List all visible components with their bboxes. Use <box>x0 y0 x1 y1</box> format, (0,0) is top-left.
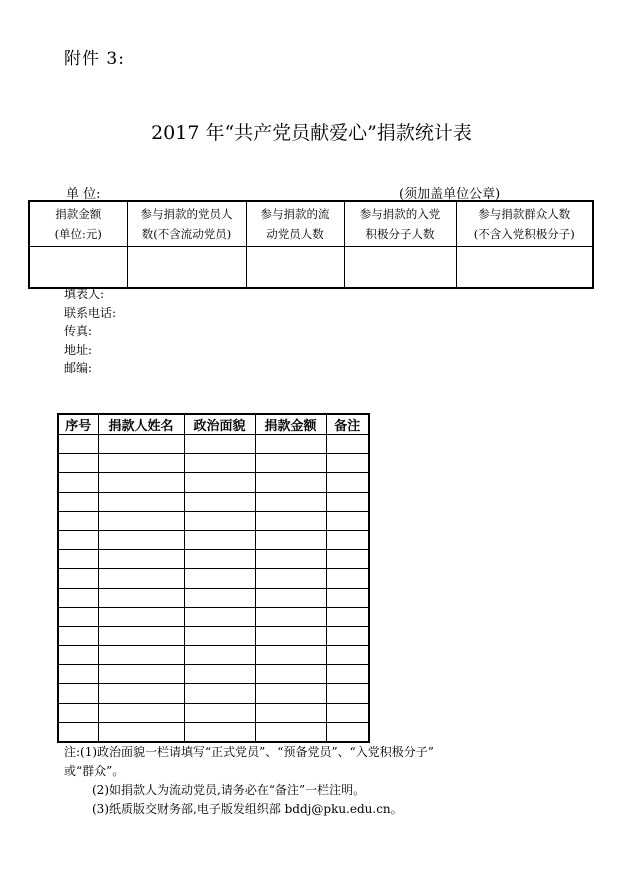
input-cell[interactable] <box>184 530 255 549</box>
input-cell[interactable] <box>98 550 184 569</box>
unit-seal-note: (须加盖单位公章) <box>399 187 501 202</box>
input-cell[interactable] <box>184 626 255 645</box>
table-row <box>58 454 369 473</box>
input-cell[interactable] <box>58 722 98 742</box>
page-title: 2017 年“共产党员献爱心”捐款统计表 <box>151 122 472 144</box>
input-cell[interactable] <box>58 435 98 454</box>
input-cell[interactable] <box>58 550 98 569</box>
input-cell[interactable] <box>456 247 593 289</box>
postcode-label: 邮编: <box>64 361 93 375</box>
input-cell[interactable] <box>246 247 344 289</box>
input-cell[interactable] <box>184 454 255 473</box>
donor-header-row <box>58 414 369 435</box>
input-cell[interactable] <box>255 492 326 511</box>
summary-table <box>28 200 594 289</box>
contact-fields <box>64 285 116 378</box>
input-cell[interactable] <box>98 435 184 454</box>
address-label: 地址: <box>64 342 93 357</box>
input-cell[interactable] <box>184 588 255 607</box>
input-cell[interactable] <box>58 703 98 722</box>
input-cell[interactable] <box>184 569 255 588</box>
input-cell[interactable] <box>255 607 326 626</box>
input-cell[interactable] <box>255 626 326 645</box>
table-row <box>58 435 369 454</box>
input-cell[interactable] <box>255 665 326 684</box>
table-row <box>58 665 369 684</box>
input-cell[interactable] <box>326 684 369 703</box>
unit-label: 单 位: <box>66 187 101 202</box>
input-cell[interactable] <box>255 435 326 454</box>
input-cell[interactable] <box>98 473 184 492</box>
input-cell[interactable] <box>326 492 369 511</box>
donor-table-body <box>58 435 369 743</box>
table-row <box>58 492 369 511</box>
input-cell[interactable] <box>326 511 369 530</box>
input-cell[interactable] <box>98 646 184 665</box>
input-cell[interactable] <box>326 588 369 607</box>
input-cell[interactable] <box>255 473 326 492</box>
input-cell[interactable] <box>58 607 98 626</box>
header-political-status: 政治面貌 <box>184 414 255 435</box>
table-row <box>58 703 369 722</box>
input-cell[interactable] <box>58 473 98 492</box>
table-row <box>58 684 369 703</box>
input-cell[interactable] <box>255 646 326 665</box>
notes <box>64 743 584 819</box>
attachment-label: 附件 3: <box>64 49 125 69</box>
input-cell[interactable] <box>326 607 369 626</box>
input-cell[interactable] <box>29 247 127 289</box>
note-2: (2)如捐款人为流动党员,请务必在“备注”一栏注明。 <box>92 783 366 797</box>
header-party-member-count: 参与捐款的党员人 数(不含流动党员) <box>127 201 246 247</box>
input-cell[interactable] <box>98 588 184 607</box>
input-cell[interactable] <box>255 550 326 569</box>
input-cell[interactable] <box>326 550 369 569</box>
input-cell[interactable] <box>255 569 326 588</box>
input-cell[interactable] <box>184 646 255 665</box>
input-cell[interactable] <box>98 703 184 722</box>
input-cell[interactable] <box>98 530 184 549</box>
header-amount: 捐款金额 <box>255 414 326 435</box>
input-cell[interactable] <box>184 665 255 684</box>
table-row <box>58 530 369 549</box>
input-cell[interactable] <box>184 684 255 703</box>
input-cell[interactable] <box>184 722 255 742</box>
input-cell[interactable] <box>326 626 369 645</box>
table-row <box>58 569 369 588</box>
header-donation-amount: 捐款金额 (单位:元) <box>29 201 127 247</box>
input-cell[interactable] <box>58 626 98 645</box>
input-cell[interactable] <box>184 473 255 492</box>
input-cell[interactable] <box>184 607 255 626</box>
note-1: 注:(1)政治面貌一栏请填写“正式党员”、“预备党员”、“入党积极分子” <box>64 745 434 759</box>
input-cell[interactable] <box>58 492 98 511</box>
input-cell[interactable] <box>58 646 98 665</box>
table-row <box>58 646 369 665</box>
input-cell[interactable] <box>184 550 255 569</box>
header-serial: 序号 <box>58 414 98 435</box>
input-cell[interactable] <box>58 665 98 684</box>
summary-input-row <box>29 247 593 289</box>
note-1-continued: 或“群众”。 <box>64 764 125 778</box>
input-cell[interactable] <box>255 703 326 722</box>
fax-label: 传真: <box>64 324 93 338</box>
input-cell[interactable] <box>184 511 255 530</box>
input-cell[interactable] <box>255 530 326 549</box>
input-cell[interactable] <box>98 665 184 684</box>
input-cell[interactable] <box>127 247 246 289</box>
table-row <box>58 511 369 530</box>
input-cell[interactable] <box>98 454 184 473</box>
phone-label: 联系电话: <box>64 305 117 320</box>
input-cell[interactable] <box>326 722 369 742</box>
input-cell[interactable] <box>255 684 326 703</box>
input-cell[interactable] <box>98 569 184 588</box>
input-cell[interactable] <box>255 722 326 742</box>
input-cell[interactable] <box>58 569 98 588</box>
input-cell[interactable] <box>326 473 369 492</box>
input-cell[interactable] <box>326 665 369 684</box>
form-filler-label: 填表人: <box>64 287 105 301</box>
table-row <box>58 722 369 742</box>
table-row <box>58 626 369 645</box>
table-row <box>58 588 369 607</box>
input-cell[interactable] <box>184 703 255 722</box>
input-cell[interactable] <box>326 646 369 665</box>
table-row <box>58 607 369 626</box>
note-3: (3)纸质版交财务部,电子版发组织部 bddj@pku.edu.cn。 <box>92 802 403 816</box>
input-cell[interactable] <box>98 492 184 511</box>
input-cell[interactable] <box>58 588 98 607</box>
header-public-count: 参与捐款群众人数 (不含入党积极分子) <box>456 201 593 247</box>
input-cell[interactable] <box>98 626 184 645</box>
input-cell[interactable] <box>98 511 184 530</box>
input-cell[interactable] <box>98 607 184 626</box>
summary-header-row <box>29 201 593 247</box>
input-cell[interactable] <box>326 569 369 588</box>
input-cell[interactable] <box>98 722 184 742</box>
header-remarks: 备注 <box>326 414 369 435</box>
table-row <box>58 550 369 569</box>
donor-table <box>57 413 370 743</box>
header-activist-count: 参与捐款的入党 积极分子人数 <box>344 201 456 247</box>
input-cell[interactable] <box>184 492 255 511</box>
input-cell[interactable] <box>255 511 326 530</box>
input-cell[interactable] <box>344 247 456 289</box>
input-cell[interactable] <box>326 454 369 473</box>
input-cell[interactable] <box>58 454 98 473</box>
input-cell[interactable] <box>58 684 98 703</box>
input-cell[interactable] <box>98 684 184 703</box>
table-row <box>58 473 369 492</box>
input-cell[interactable] <box>58 530 98 549</box>
input-cell[interactable] <box>184 435 255 454</box>
input-cell[interactable] <box>58 511 98 530</box>
header-donor-name: 捐款人姓名 <box>98 414 184 435</box>
header-mobile-member-count: 参与捐款的流 动党员人数 <box>246 201 344 247</box>
input-cell[interactable] <box>255 454 326 473</box>
input-cell[interactable] <box>326 703 369 722</box>
input-cell[interactable] <box>255 588 326 607</box>
input-cell[interactable] <box>326 435 369 454</box>
input-cell[interactable] <box>326 530 369 549</box>
